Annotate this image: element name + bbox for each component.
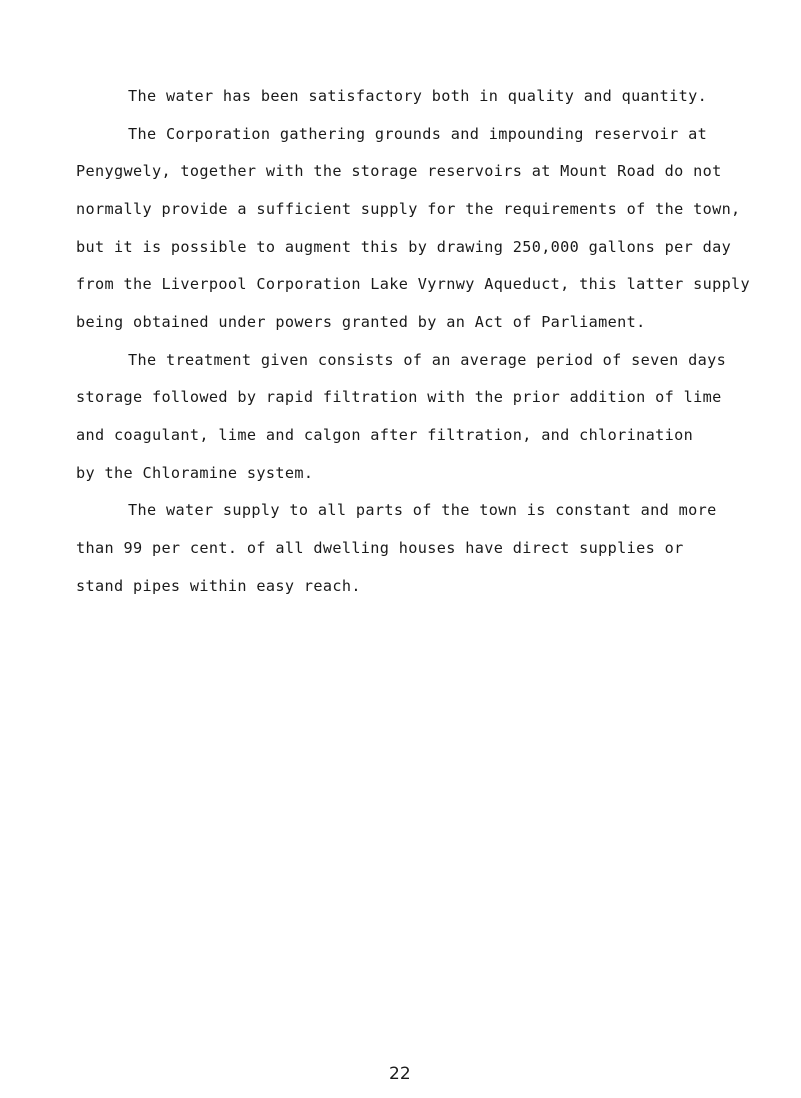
text-line: Penygwely, together with the storage reservoirs at Mount Road do not <box>76 162 722 180</box>
text-line: from the Liverpool Corporation Lake Vyrnwy Aqueduct, this latter supply <box>76 275 751 293</box>
text-line: The water has been satisfactory both in quality and quantity. <box>128 87 708 105</box>
text-line: but it is possible to augment this by drawing 250,000 gallons per day <box>76 238 732 256</box>
page-number: 22 <box>389 1064 411 1084</box>
text-line: than 99 per cent. of all dwelling houses have direct supplies or <box>76 539 684 557</box>
text-line: normally provide a sufficient supply for the requirements of the town, <box>76 200 741 218</box>
text-line: storage followed by rapid filtration with the prior addition of lime <box>76 388 722 406</box>
text-line: The water supply to all parts of the town is constant and more <box>128 501 717 519</box>
text-line: being obtained under powers granted by an Act of Parliament. <box>76 313 646 331</box>
text-line: The treatment given consists of an average period of seven days <box>128 351 727 369</box>
text-line: and coagulant, lime and calgon after filtration, and chlorination <box>76 426 694 444</box>
text-line: by the Chloramine system. <box>76 464 314 482</box>
text-line: The Corporation gathering grounds and impounding reservoir at <box>128 125 708 143</box>
text-line: stand pipes within easy reach. <box>76 577 361 595</box>
